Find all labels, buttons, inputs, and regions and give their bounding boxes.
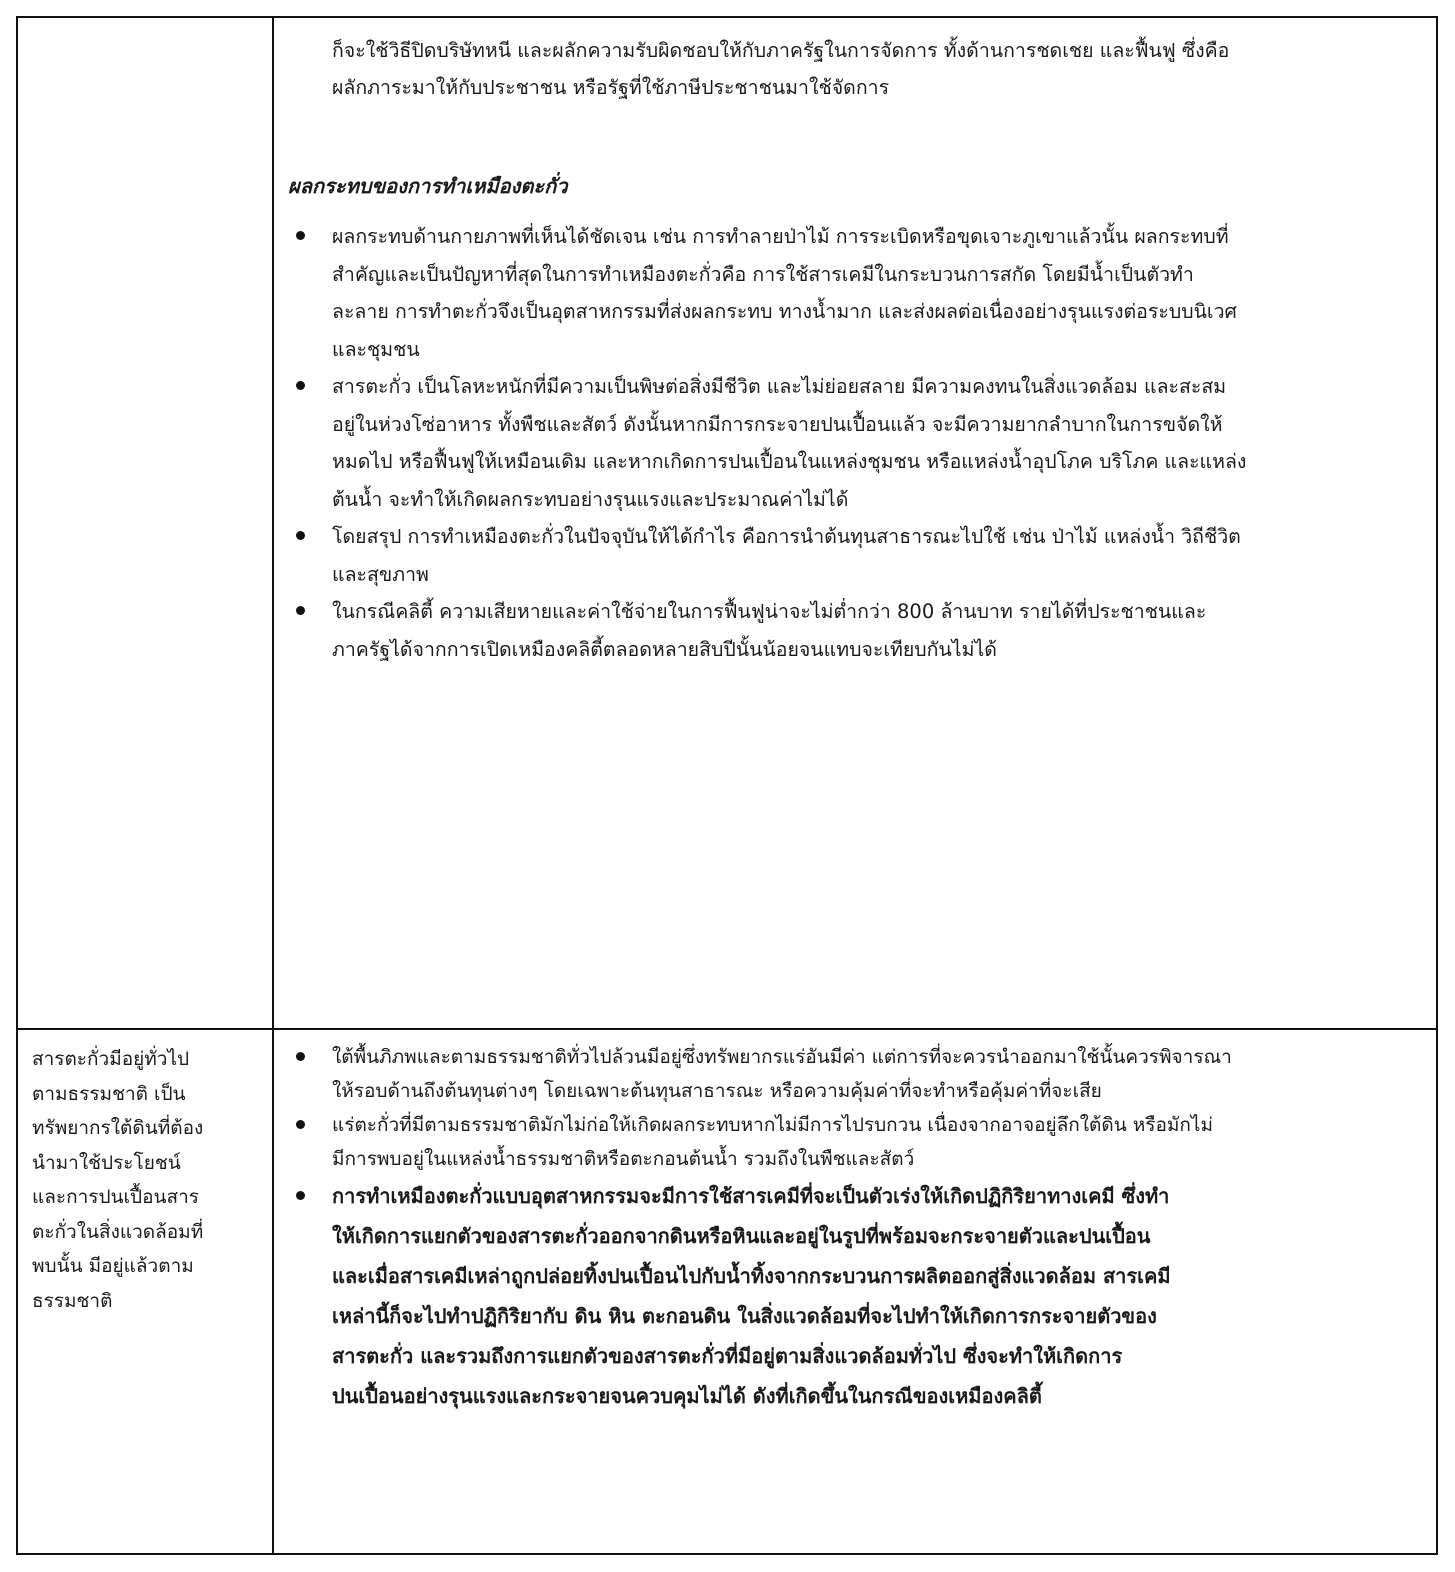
claim-line: ทรัพยากรใต้ดินที่ต้อง: [32, 1117, 204, 1139]
list-item: [274, 518, 1246, 593]
list-item: [274, 593, 1246, 668]
bullet-icon: [296, 1120, 305, 1129]
bullet-line: มีการพบอยู่ในแหล่งน้ำธรรมชาติหรือตะกอนต้นน้ำ รวมถึงในพืชและสัตว์: [332, 1148, 915, 1170]
bullet-icon: [296, 381, 305, 390]
bullet-line: และสุขภาพ: [332, 562, 429, 586]
bullet-line: ผลกระทบด้านกายภาพที่เห็นได้ชัดเจน เช่น การทำลายป่าไม้ การระเบิดหรือขุดเจาะภูเขาแล้วนั้น ผลกระทบที่: [332, 225, 1229, 248]
bullet-icon: [296, 606, 305, 615]
bullet-icon: [296, 1191, 305, 1200]
right-cell-response: [274, 1030, 1436, 1553]
bullet-line: ปนเปื้อนอย่างรุนแรงและกระจายจนควบคุมไม่ได้ ดังที่เกิดขึ้นในกรณีของเหมืองคลิตี้: [332, 1384, 1042, 1408]
claim-line: สารตะกั่วมีอยู่ทั่วไป: [32, 1048, 190, 1070]
bullet-line: ให้เกิดการแยกตัวของสารตะกั่วออกจากดินหรือหินและอยู่ในรูปที่พร้อมจะกระจายตัวและปนเปื้อน: [332, 1224, 1151, 1248]
bullet-line: สำคัญและเป็นปัญหาที่สุดในการทำเหมืองตะกั่วคือ การใช้สารเคมีในกระบวนการสกัด โดยมีน้ำเป็นตัวทำ: [332, 262, 1194, 286]
bullet-line: โดยสรุป การทำเหมืองตะกั่วในปัจจุบันให้ได้กำไร คือการนำต้นทุนสาธารณะไปใช้ เช่น ป่าไม้ แหล่งน้ำ วิถีชีวิต: [332, 525, 1241, 548]
intro-line: ก็จะใช้วิธีปิดบริษัทหนี และผลักความรับผิดชอบให้กับภาครัฐในการจัดการ ทั้งด้านการชดเชย และฟื้นฟู ซึ่งคือ: [332, 39, 1230, 62]
table-row-impacts: [18, 18, 1436, 1030]
list-item: [274, 368, 1246, 518]
claim-line: ตามธรรมชาติ เป็น: [32, 1082, 186, 1105]
bullet-line: ให้รอบด้านถึงต้นทุนต่างๆ โดยเฉพาะต้นทุนสาธารณะ หรือความคุ้มค่าที่จะทำหรือคุ้มค่าที่จะเสีย: [332, 1080, 1102, 1102]
bullet-line: สารตะกั่ว และรวมถึงการแยกตัวของสารตะกั่วที่มีอยู่ตามสิ่งแวดล้อมทั่วไป ซึ่งจะทำให้เกิดการ: [332, 1344, 1123, 1368]
bullet-line: แร่ตะกั่วที่มีตามธรรมชาติมักไม่ก่อให้เกิดผลกระทบหากไม่มีการไปรบกวน เนื่องจากอาจอยู่ลึกใต้ดิน หรือมักไม่: [332, 1114, 1213, 1136]
claim-line: พบนั้น มีอยู่แล้วตาม: [32, 1255, 194, 1277]
bullet-line: และชุมชน: [332, 337, 420, 361]
list-item: [274, 1108, 1232, 1176]
claim-line: ตะกั่วในสิ่งแวดล้อมที่: [32, 1220, 204, 1243]
right-cell-impacts: [274, 18, 1436, 1028]
list-item: [274, 1176, 1232, 1416]
section-heading: ผลกระทบของการทำเหมืองตะกั่ว: [288, 174, 568, 198]
claim-line: นำมาใช้ประโยชน์: [32, 1151, 181, 1174]
claim-line: และการปนเปื้อนสาร: [32, 1186, 199, 1208]
bullet-line: ในกรณีคลิตี้ ความเสียหายและค่าใช้จ่ายในการฟื้นฟูน่าจะไม่ต่ำกว่า 800 ล้านบาท รายได้ที่ประชาชนและ: [332, 600, 1207, 623]
bullet-icon: [296, 531, 305, 540]
bullet-line: การทำเหมืองตะกั่วแบบอุตสาหกรรมจะมีการใช้สารเคมีที่จะเป็นตัวเร่งให้เกิดปฏิกิริยาทางเคมี ซึ่งทำ: [332, 1184, 1170, 1208]
list-item: [274, 1040, 1232, 1108]
bullet-line: อยู่ในห่วงโซ่อาหาร ทั้งพืชและสัตว์ ดังนั้นหากมีการกระจายปนเปื้อนแล้ว จะมีความยากลำบากในการขจัดให้: [332, 412, 1223, 436]
bullet-line: ภาครัฐได้จากการเปิดเหมืองคลิตี้ตลอดหลายสิบปีนั้นน้อยจนแทบจะเทียบกันไม่ได้: [332, 637, 997, 661]
list-item: [274, 218, 1246, 368]
claim-line: ธรรมชาติ: [32, 1289, 113, 1312]
bullet-line: ต้นน้ำ จะทำให้เกิดผลกระทบอย่างรุนแรงและประมาณค่าไม่ได้: [332, 487, 849, 511]
claim-text: [32, 1042, 264, 1318]
bullet-line: และเมื่อสารเคมีเหล่าถูกปล่อยทิ้งปนเปื้อนไปกับน้ำทิ้งจากกระบวนการผลิตออกสู่สิ่งแวดล้อม สารเคมี: [332, 1264, 1171, 1288]
bullet-line: เหล่านี้ก็จะไปทำปฏิกิริยากับ ดิน หิน ตะกอนดิน ในสิ่งแวดล้อมที่จะไปทำให้เกิดการกระจายตัวของ: [332, 1304, 1157, 1328]
bullet-line: หมดไป หรือฟื้นฟูให้เหมือนเดิม และหากเกิดการปนเปื้อนในแหล่งชุมชน หรือแหล่งน้ำอุปโภค บริโภค และแหล่ง: [332, 450, 1247, 473]
bullet-line: ละลาย การทำตะกั่วจึงเป็นอุตสาหกรรมที่ส่งผลกระทบ ทางน้ำมาก และส่งผลต่อเนื่องอย่างรุนแรงต่อระบบนิเวศ: [332, 300, 1237, 323]
left-cell-claim: [18, 1030, 272, 1553]
intro-paragraph: [332, 32, 1432, 106]
response-bullet-list: [274, 1040, 1232, 1416]
bullet-icon: [296, 231, 305, 240]
bullet-line: สารตะกั่ว เป็นโลหะหนักที่มีความเป็นพิษต่อสิ่งมีชีวิต และไม่ย่อยสลาย มีความคงทนในสิ่งแวดล้อม และสะสม: [332, 375, 1227, 398]
left-cell-empty: [18, 18, 272, 1028]
table-row-natural-lead: [18, 1030, 1436, 1553]
document-table: [16, 16, 1438, 1555]
intro-line: ผลักภาระมาให้กับประชาชน หรือรัฐที่ใช้ภาษีประชาชนมาใช้จัดการ: [332, 76, 890, 99]
impact-bullet-list: [274, 218, 1246, 668]
bullet-line: ใต้พื้นภิภพและตามธรรมชาติทั่วไปล้วนมีอยู่ซึ่งทรัพยากรแร่อันมีค่า แต่การที่จะควรนำออกมาใช้นั้นควรพิจารณา: [332, 1046, 1232, 1068]
bullet-icon: [296, 1052, 305, 1061]
